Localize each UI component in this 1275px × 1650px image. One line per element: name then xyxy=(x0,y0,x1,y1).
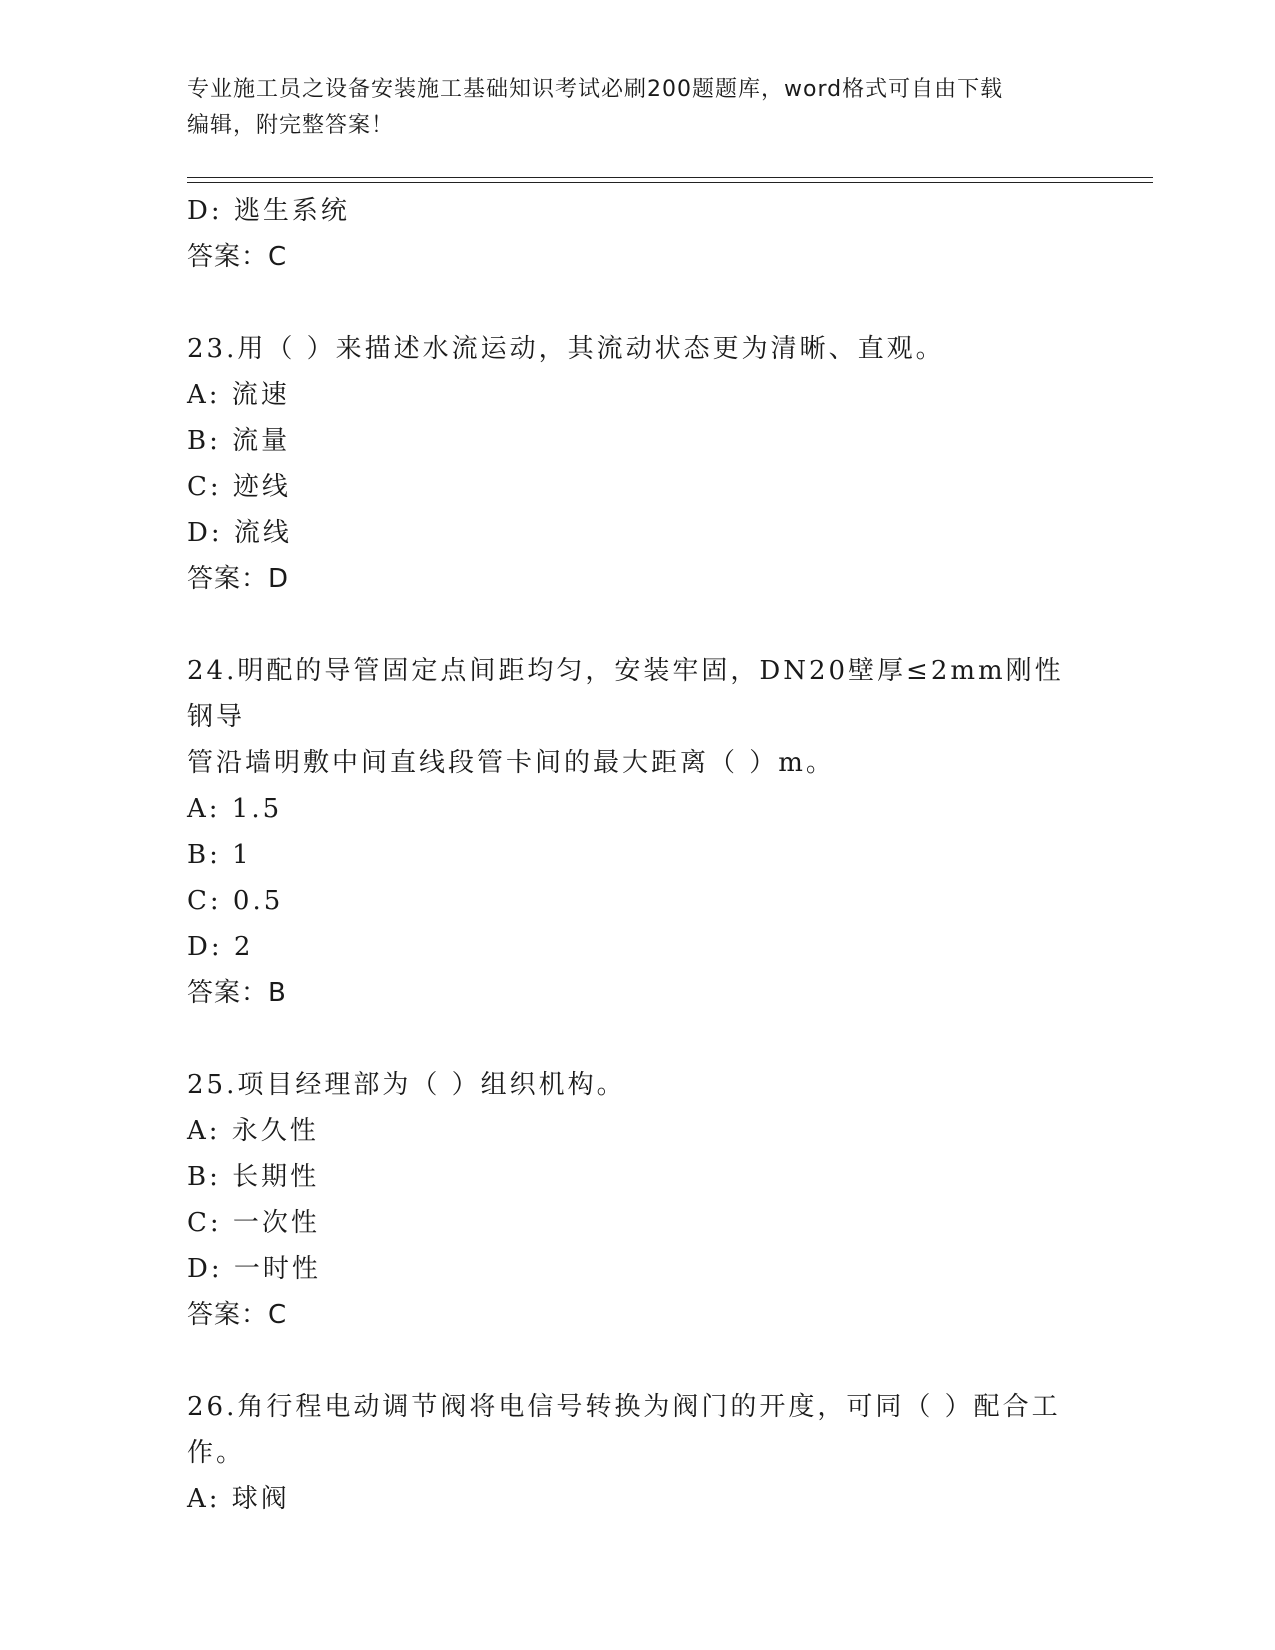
answer-label: 答案：C xyxy=(187,1300,288,1330)
document-header xyxy=(187,72,1087,144)
spacer xyxy=(187,602,1087,648)
option-d: D: 流线 xyxy=(187,518,292,548)
question-text-line-1: 24.明配的导管固定点间距均匀，安装牢固，DN20壁厚≤2mm刚性钢导 xyxy=(187,656,1064,732)
option-d: D: 逃生系统 xyxy=(187,196,350,226)
option-a: A: 流速 xyxy=(187,380,290,410)
option-b: B: 1 xyxy=(187,840,252,870)
option-d: D: 一时性 xyxy=(187,1254,321,1284)
option-b: B: 流量 xyxy=(187,426,291,456)
header-title-line-1: 专业施工员之设备安装施工基础知识考试必刷200题题库，word格式可自由下载 xyxy=(187,77,1004,102)
option-a: A: 球阀 xyxy=(187,1484,290,1514)
option-b: B: 长期性 xyxy=(187,1162,320,1192)
option-a: A: 1.5 xyxy=(187,794,283,824)
question-text-line-2: 作。 xyxy=(187,1438,246,1468)
spacer xyxy=(187,1016,1087,1062)
option-a: A: 永久性 xyxy=(187,1116,319,1146)
question-text: 25.项目经理部为（ ）组织机构。 xyxy=(187,1070,626,1100)
question-text-line-1: 26.角行程电动调节阀将电信号转换为阀门的开度，可同（ ）配合工 xyxy=(187,1392,1061,1422)
answer-label: 答案：C xyxy=(187,242,288,272)
spacer xyxy=(187,280,1087,326)
question-text-line-2: 管沿墙明敷中间直线段管卡间的最大距离（ ）m。 xyxy=(187,748,835,778)
answer-label: 答案：B xyxy=(187,978,287,1008)
header-divider-bottom xyxy=(187,182,1153,183)
answer-label: 答案：D xyxy=(187,564,290,594)
option-d: D: 2 xyxy=(187,932,254,962)
spacer xyxy=(187,1338,1087,1384)
header-divider-top xyxy=(187,177,1153,178)
question-list xyxy=(187,188,1087,1522)
question-text: 23.用（ ）来描述水流运动，其流动状态更为清晰、直观。 xyxy=(187,334,945,364)
option-c: C: 0.5 xyxy=(187,886,284,916)
header-title-line-2: 编辑，附完整答案！ xyxy=(187,113,395,138)
option-c: C: 一次性 xyxy=(187,1208,320,1238)
option-c: C: 迹线 xyxy=(187,472,291,502)
